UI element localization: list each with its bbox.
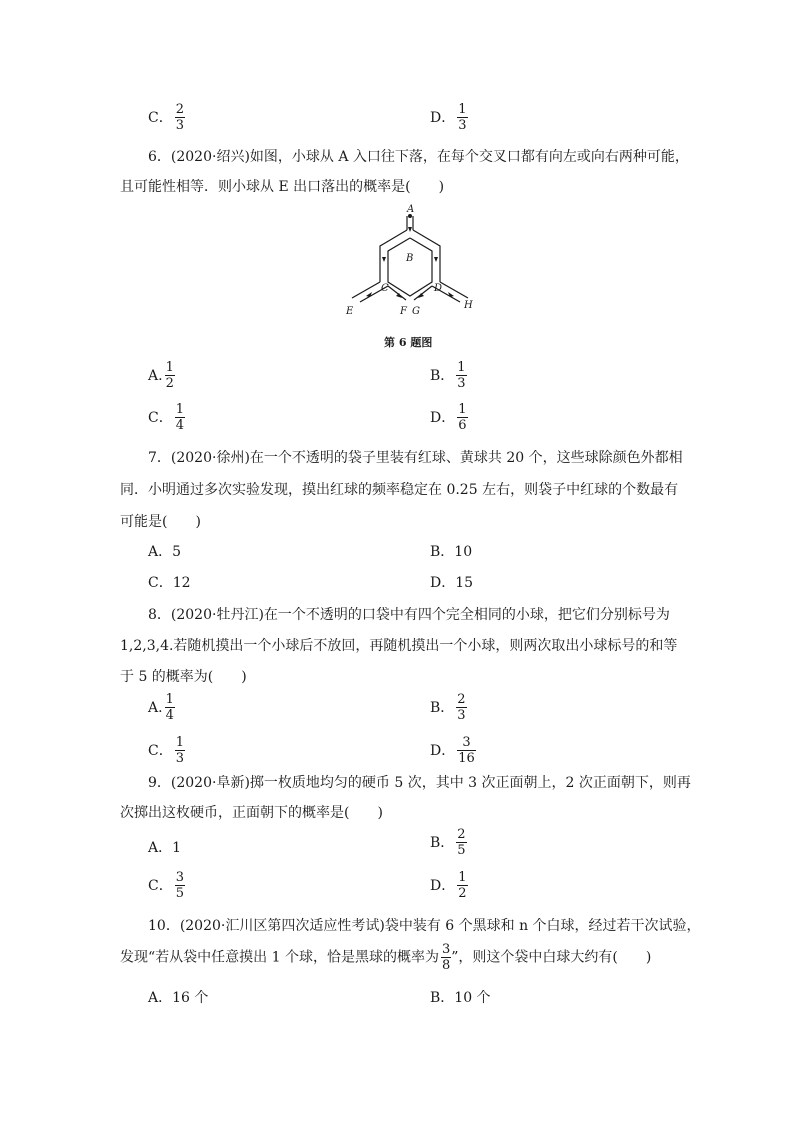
fraction: $\frac{3}{16}$ [458, 735, 475, 766]
fraction: $\frac{1}{4}$ [165, 692, 174, 723]
q9-stem-line-1: 9．(2020·阜新)掷一枚质地均匀的硬币 5 次，其中 3 次正面朝上，2 次正面朝下，则再 [148, 775, 691, 791]
fraction: $\frac{3}{8}$ [441, 942, 451, 973]
q9-option-a[interactable]: A．1 [148, 840, 182, 856]
q7-stem-line-2: 同．小明通过多次实验发现，摸出红球的频率稳定在 0.25 左右，则袋子中红球的个数最有 [120, 482, 679, 498]
option-label: C． [148, 742, 173, 759]
option-label: D． [430, 109, 456, 126]
label-c: C [381, 283, 389, 294]
label-d: D [434, 283, 443, 294]
q6-option-a[interactable] [148, 360, 175, 391]
q10-option-a[interactable]: A．16 个 [148, 990, 209, 1006]
label-e: E [346, 306, 354, 317]
label-h: H [464, 300, 473, 311]
q8-stem-line-2: 1,2,3,4.若随机摸出一个小球后不放回，再随机摸出一个小球，则两次取出小球标号的和等 [120, 638, 678, 654]
arrow-down-icon [382, 257, 386, 262]
fraction: $\frac{2}{3}$ [457, 692, 466, 723]
q6-stem-line-1: 6．(2020·绍兴)如图，小球从 A 入口往下落，在每个交叉口都有向左或向右两种可能， [148, 149, 689, 165]
label-a: A [407, 204, 415, 215]
fraction: $\frac{1}{6}$ [458, 402, 467, 433]
fraction: $\frac{1}{3}$ [175, 735, 184, 766]
fraction: $\frac{1}{3}$ [457, 360, 466, 391]
q6-stem-line-2: 且可能性相等．则小球从 E 出口落出的概率是( ) [120, 179, 445, 195]
q9-option-d[interactable] [430, 870, 468, 901]
q6-option-b[interactable] [430, 360, 467, 391]
option-label: C． [148, 109, 173, 126]
arrow-down-icon [434, 257, 438, 262]
q8-option-d[interactable] [430, 735, 476, 766]
q9-stem-line-2: 次掷出这枚硬币，正面朝下的概率是( ) [120, 805, 383, 821]
q10-stem-line-1: 10．(2020·汇川区第四次适应性考试)袋中装有 6 个黑球和 n 个白球，经过若干次试验， [148, 918, 701, 934]
fraction: $\frac{2}{3}$ [175, 102, 184, 133]
option-label: B． [430, 367, 455, 384]
q8-option-c[interactable] [148, 735, 185, 766]
q7-option-d[interactable]: D．15 [430, 575, 474, 591]
figure-caption: 第 6 题图 [384, 336, 433, 349]
q7-option-c[interactable]: C．12 [148, 575, 191, 591]
option-label: B． [430, 834, 455, 851]
q7-option-a[interactable]: A．5 [148, 544, 182, 560]
q6-figure [336, 204, 486, 322]
q9-option-c[interactable] [148, 870, 185, 901]
option-label: B． [430, 699, 455, 716]
fraction: $\frac{1}{2}$ [458, 870, 467, 901]
label-b: B [406, 253, 414, 264]
q7-stem-line-3: 可能是( ) [120, 514, 201, 530]
q10-stem-line-2 [120, 942, 651, 973]
q10-stem-text-after: ”，则这个袋中白球大约有( ) [451, 949, 652, 966]
option-label: D． [430, 742, 456, 759]
arrow-down-icon [408, 227, 412, 232]
q5-option-c[interactable] [148, 102, 185, 133]
fraction: $\frac{1}{4}$ [175, 402, 184, 433]
label-g: G [412, 306, 420, 317]
option-label: A. [148, 699, 163, 716]
fraction: $\frac{1}{3}$ [458, 102, 467, 133]
q5-option-d[interactable] [430, 102, 468, 133]
q8-stem-line-1: 8．(2020·牡丹江)在一个不透明的口袋中有四个完全相同的小球，把它们分别标号为 [148, 607, 670, 623]
q7-stem-line-1: 7．(2020·徐州)在一个不透明的袋子里装有红球、黄球共 20 个，这些球除颜色外都相 [148, 450, 683, 466]
q8-stem-line-3: 于 5 的概率为( ) [120, 669, 247, 685]
option-label: D． [430, 409, 456, 426]
label-f: F [400, 306, 407, 317]
option-label: C． [148, 409, 173, 426]
q8-option-a[interactable] [148, 692, 175, 723]
q9-option-b[interactable] [430, 827, 467, 858]
option-label: C． [148, 877, 173, 894]
fraction: $\frac{1}{2}$ [165, 360, 174, 391]
q10-option-b[interactable]: B．10 个 [430, 990, 491, 1006]
option-label: D． [430, 877, 456, 894]
q10-stem-text-before: 发现“若从袋中任意摸出 1 个球，恰是黑球的概率为 [120, 949, 439, 966]
q7-option-b[interactable]: B．10 [430, 544, 473, 560]
fraction: $\frac{3}{5}$ [175, 870, 184, 901]
q8-option-b[interactable] [430, 692, 467, 723]
fraction: $\frac{2}{5}$ [457, 827, 466, 858]
q6-option-d[interactable] [430, 402, 468, 433]
q6-option-c[interactable] [148, 402, 185, 433]
option-label: A. [148, 367, 163, 384]
